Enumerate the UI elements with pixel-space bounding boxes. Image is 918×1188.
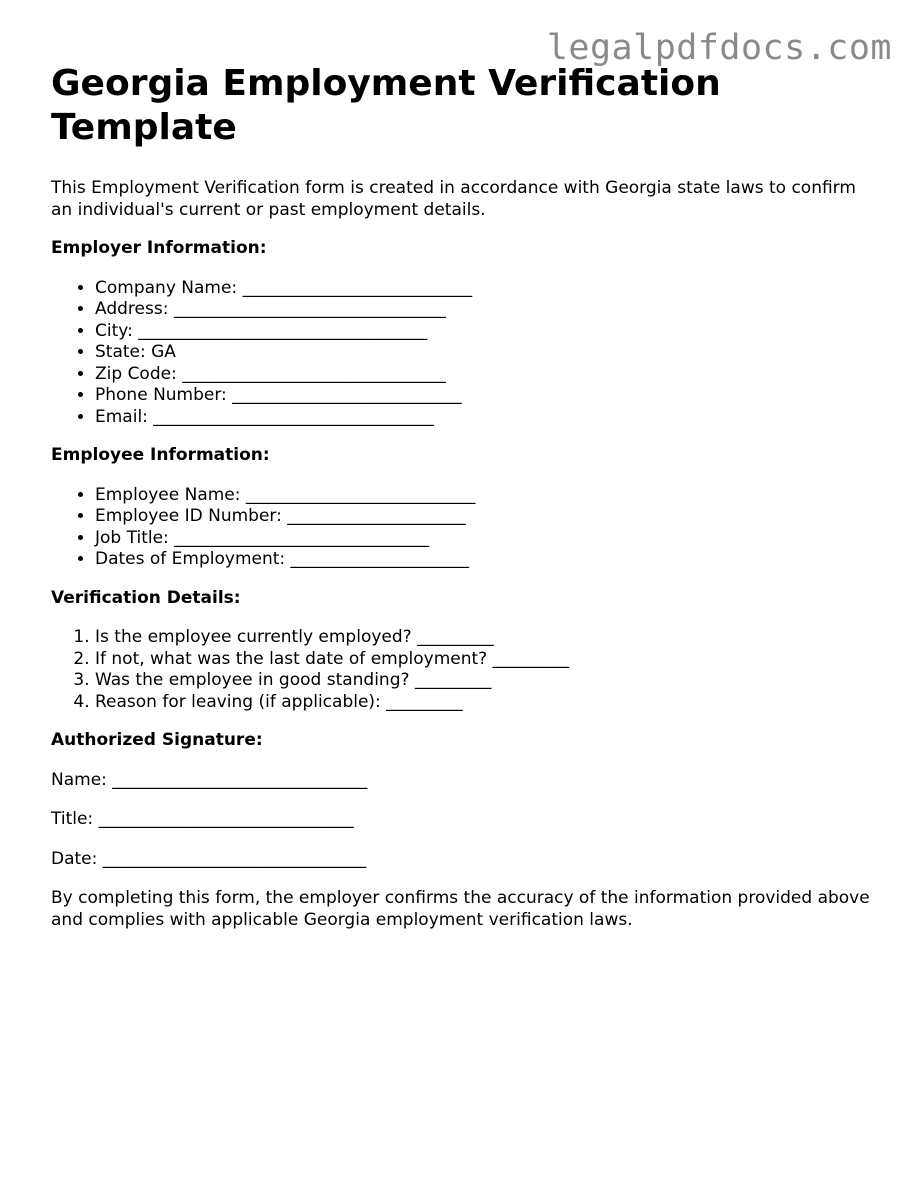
verification-item-currently-employed: 1. Is the employee currently employed? _________	[95, 627, 871, 649]
verification-item-good-standing: 3. Was the employee in good standing? _________	[95, 670, 871, 692]
employer-zip: • Zip Code: _______________________________	[95, 364, 871, 386]
signature-name-line: Name: ______________________________	[51, 769, 368, 790]
signature-heading: Authorized Signature:	[51, 730, 263, 750]
employee-heading: Employee Information:	[51, 445, 270, 465]
signature-title-line: Title: ______________________________	[51, 809, 354, 829]
verification-item-last-date: 2. If not, what was the last date of employment? _________	[95, 649, 871, 671]
employer-heading: Employer Information:	[51, 238, 267, 258]
page-title: Georgia Employment Verification Template	[51, 63, 721, 148]
employer-phone: • Phone Number: ___________________________	[95, 385, 871, 407]
employer-company-name: • Company Name: ___________________________	[95, 278, 871, 300]
employee-job-title: • Job Title: ______________________________	[95, 528, 871, 550]
employer-address: • Address: ________________________________	[95, 299, 871, 321]
watermark: legalpdfdocs.com	[546, 28, 892, 68]
employer-list	[51, 278, 871, 429]
employee-id: • Employee ID Number: _____________________	[95, 506, 871, 528]
employee-name: • Employee Name: ___________________________	[95, 485, 871, 507]
intro-paragraph: This Employment Verification form is created in accordance with Georgia state laws to confirm an individual's current or past employment details.	[51, 178, 856, 220]
employee-list	[51, 485, 871, 571]
verification-heading: Verification Details:	[51, 587, 241, 608]
verification-item-reason-leaving: 4. Reason for leaving (if applicable): _________	[95, 692, 871, 714]
employee-dates: • Dates of Employment: _____________________	[95, 549, 871, 571]
employer-city: • City: __________________________________	[95, 321, 871, 343]
closing-paragraph: By completing this form, the employer confirms the accuracy of the information provided above and complies with applicable Georgia employment verification laws.	[51, 888, 870, 930]
verification-list	[51, 627, 871, 713]
employer-email: • Email: _________________________________	[95, 407, 871, 429]
document-body	[51, 62, 871, 931]
signature-date-line: Date: _______________________________	[51, 848, 367, 869]
employer-state: • State: GA	[95, 342, 871, 364]
